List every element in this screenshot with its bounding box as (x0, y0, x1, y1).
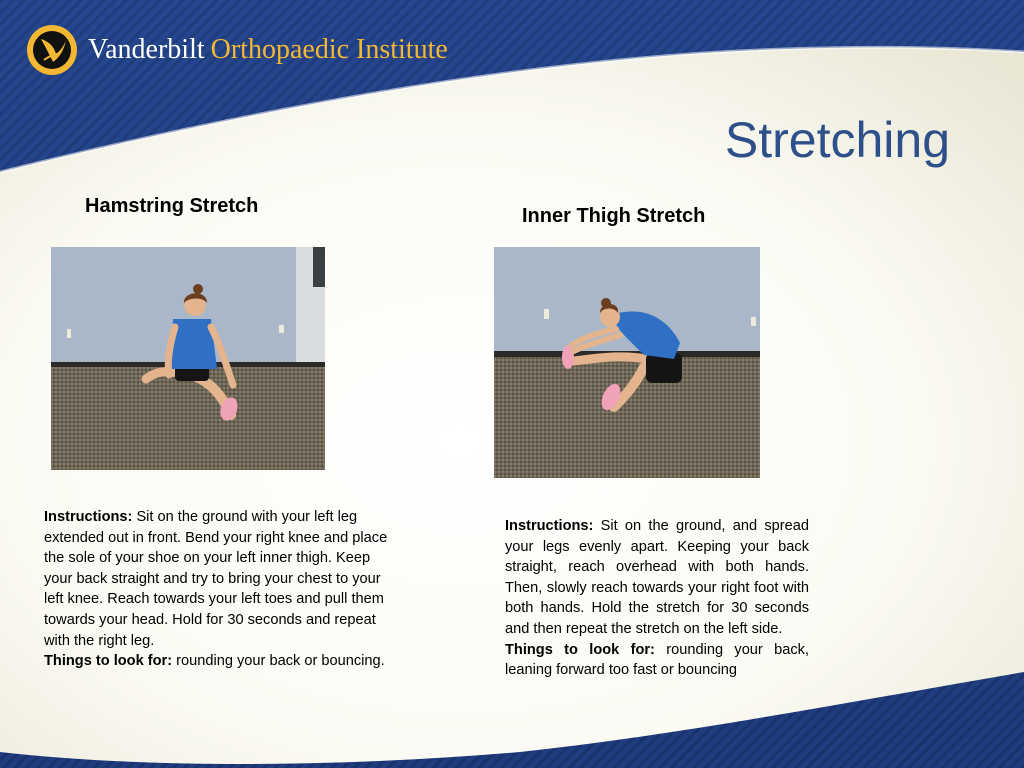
look-for-paragraph (505, 640, 809, 681)
slide-title: Stretching (724, 112, 950, 168)
instructions-paragraph (505, 516, 809, 640)
look-for-text: rounding your back or bouncing. (176, 653, 385, 670)
look-for-text: rounding your back, leaning forward too fast or bouncing (505, 641, 809, 679)
inner-thigh-stretch-photo (494, 247, 760, 478)
vanderbilt-oak-leaf-logo-icon (26, 24, 78, 76)
exercise-title-inner-thigh: Inner Thigh Stretch (522, 205, 706, 227)
look-for-label: Things to look for: (505, 641, 655, 658)
brand-secondary: Orthopaedic Institute (210, 34, 448, 65)
look-for-label: Things to look for: (44, 653, 173, 670)
inner-thigh-instructions (505, 516, 809, 681)
instructions-text: Sit on the ground with your left leg extended out in front. Bend your right knee and place the sole of your shoe on your left inner thigh. Keep your back straight and try to bring your chest to your left knee. Reach towards your left toes and pull them towards your head. Hold for 30 seconds and repeat with the right leg. (44, 509, 388, 649)
instructions-label: Instructions: (505, 518, 594, 534)
brand-primary: Vanderbilt (88, 34, 205, 65)
instructions-label: Instructions: (44, 509, 133, 525)
brand-wordmark (88, 30, 448, 70)
hamstring-instructions (44, 507, 396, 672)
instructions-text: Sit on the ground, and spread your legs evenly apart. Keeping your back straight, reach overhead with both hands. Then, slowly reach towards your right foot with both hands. Hold the stretch for 30 seconds and then repeat the stretch on the left side. (505, 518, 809, 637)
hamstring-stretch-photo (51, 247, 325, 470)
exercise-title-hamstring: Hamstring Stretch (85, 195, 259, 217)
